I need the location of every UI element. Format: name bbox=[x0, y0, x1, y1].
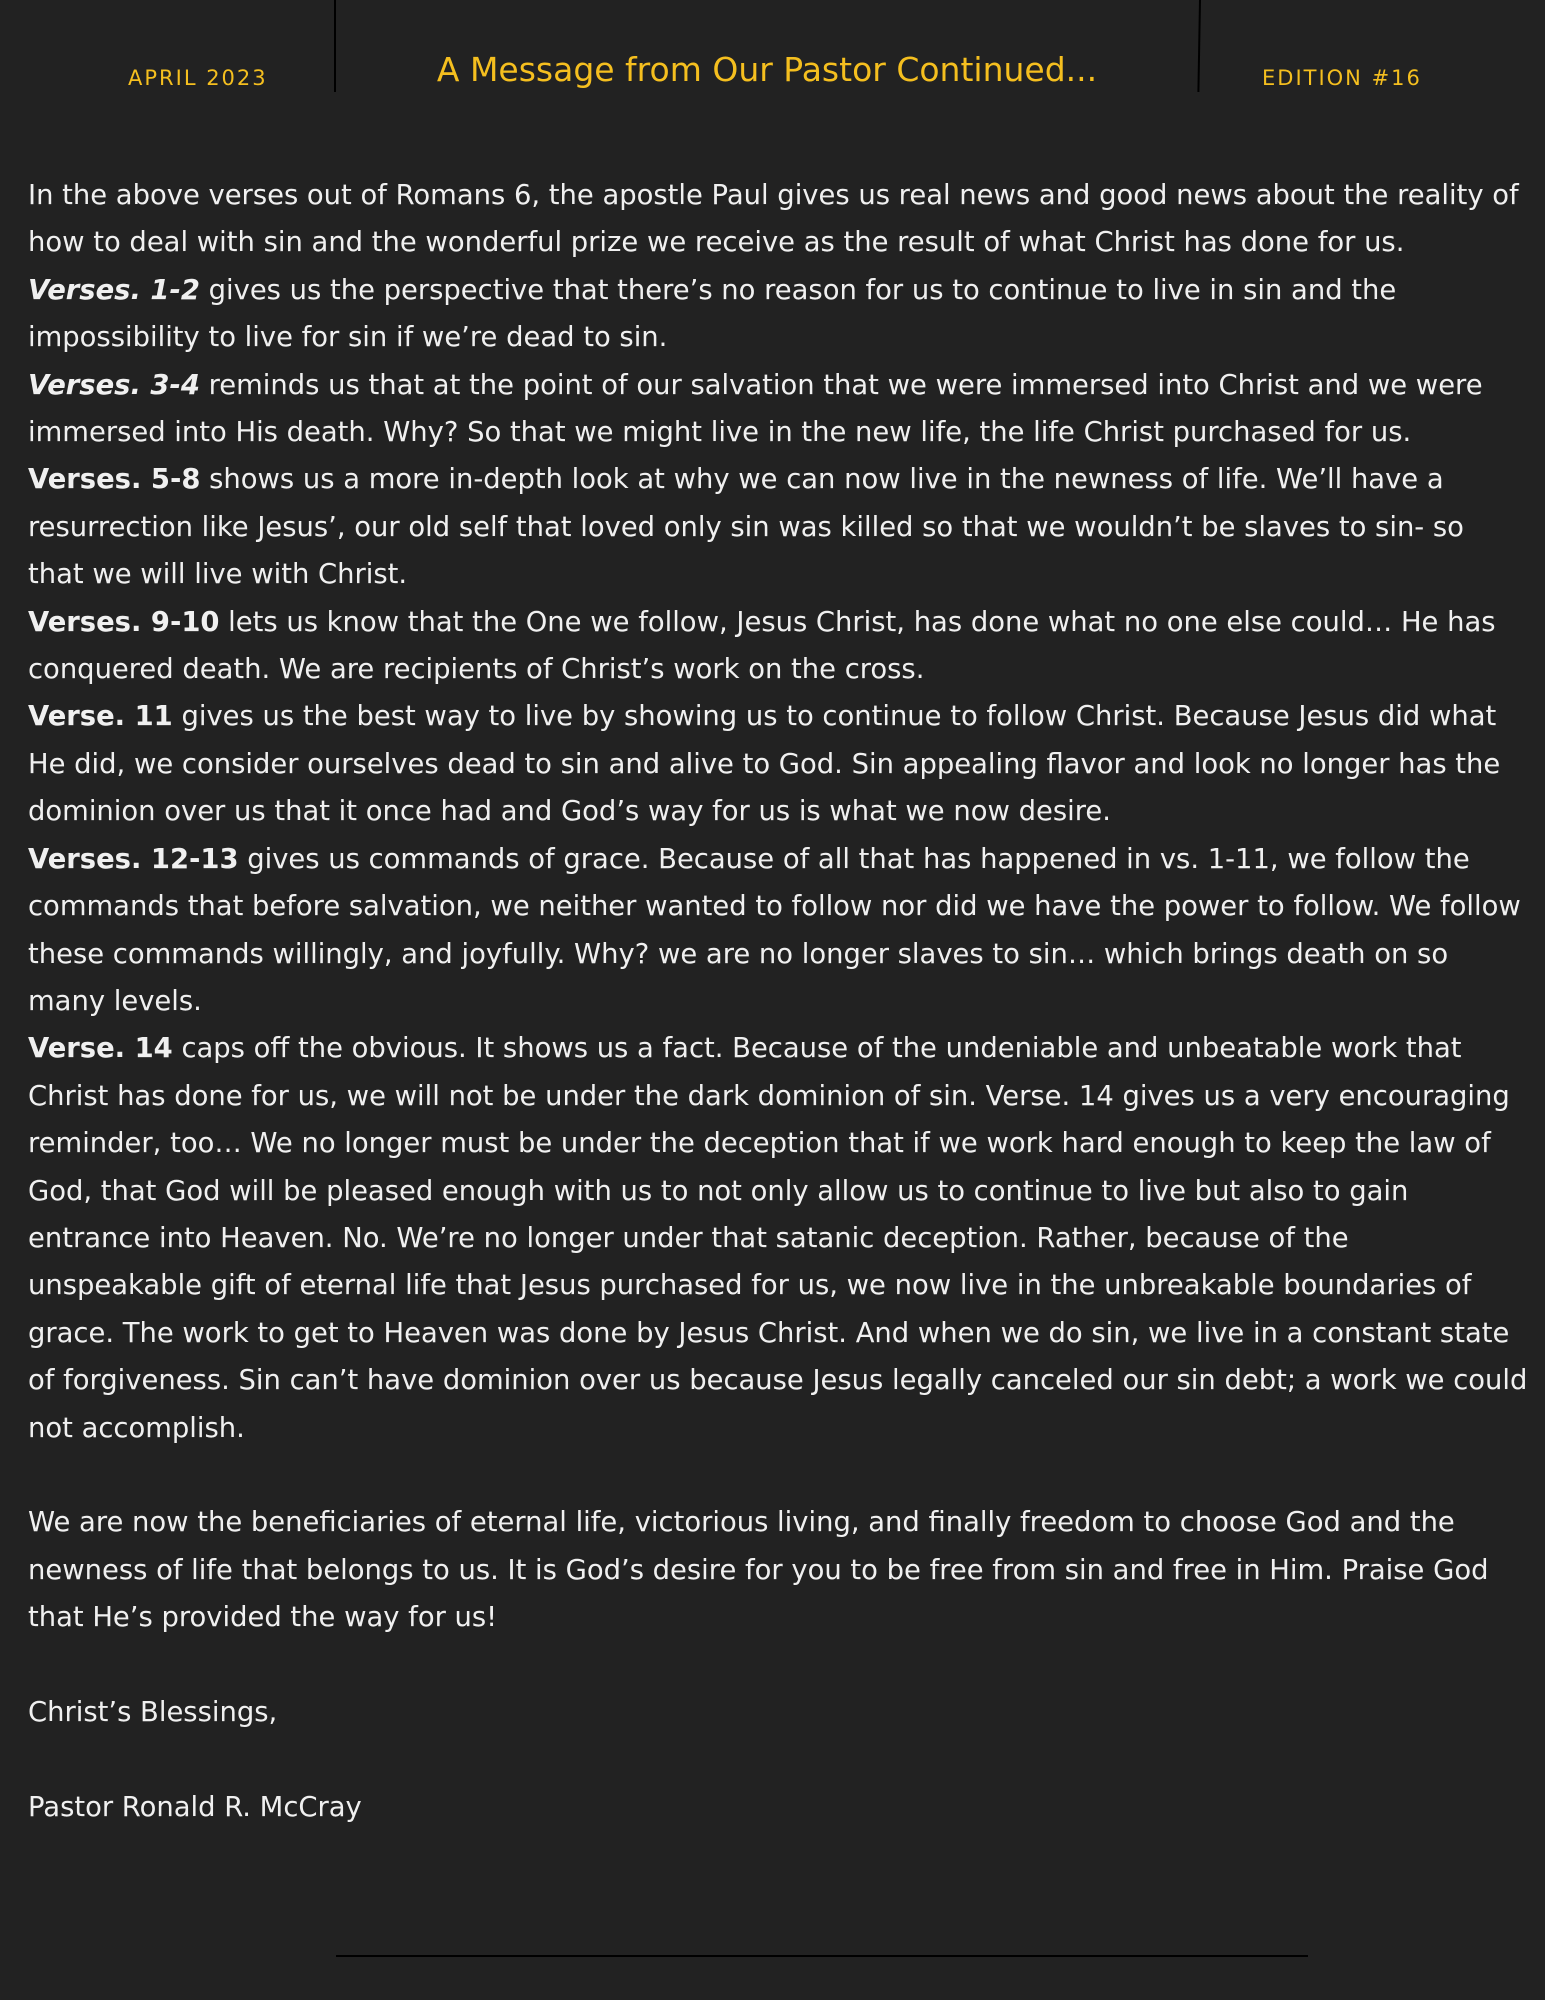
verse-reference: Verses. 12-13 bbox=[28, 843, 239, 875]
article-body bbox=[28, 172, 1528, 1831]
verse-commentary: lets us know that the One we follow, Jesus Christ, has done what no one else could… He has conquered death. We are recipients of Christ’s work on the cross. bbox=[28, 606, 1496, 686]
newsletter-header bbox=[0, 0, 1545, 110]
verse-reference: Verses. 3-4 bbox=[28, 369, 200, 401]
verse-reference: Verse. 11 bbox=[28, 701, 173, 733]
verse-reference: Verse. 14 bbox=[28, 1033, 173, 1065]
spacer bbox=[28, 1452, 1528, 1499]
verse-paragraph bbox=[28, 267, 1528, 362]
page-title: A Message from Our Pastor Continued... bbox=[436, 50, 1098, 89]
verse-reference: Verses. 9-10 bbox=[28, 606, 220, 638]
spacer bbox=[28, 1642, 1528, 1689]
verse-commentary: caps off the obvious. It shows us a fact. Because of the undeniable and unbeatable work that Christ has done for us, we will not be under the dark dominion of sin. Verse. 14 gives us a very encouraging reminder, too… We no longer must be under the deception that if we work hard enough to keep the law of God, that God will be pleased enough with us to not only allow us to continue to live but also to gain entrance into Heaven. No. We’re no longer under that satanic deception. Rather, because of the unspeakable gift of eternal life that Jesus purchased for us, we now live in the unbreakable boundaries of grace. The work to get to Heaven was done by Jesus Christ. And when we do sin, we live in a constant state of forgiveness. Sin can’t have dominion over us because Jesus legally canceled our sin debt; a work we could not accomplish. bbox=[28, 1033, 1528, 1444]
header-divider-right bbox=[1197, 0, 1201, 92]
pastor-signature: Pastor Ronald R. McCray bbox=[28, 1791, 362, 1823]
verse-reference: Verses. 1-2 bbox=[28, 274, 200, 306]
issue-date: APRIL 2023 bbox=[128, 66, 268, 90]
intro-paragraph: In the above verses out of Romans 6, the apostle Paul gives us real news and good news about the reality of how to deal with sin and the wonderful prize we receive as the result of what Christ has done for us. bbox=[28, 180, 1519, 259]
verse-commentary: reminds us that at the point of our salvation that we were immersed into Christ and we were immersed into His death. Why? So that we might live in the new life, the life Christ purchased for us. bbox=[28, 369, 1483, 449]
verse-paragraph bbox=[28, 456, 1528, 598]
verse-commentary: shows us a more in-depth look at why we can now live in the newness of life. We’ll have a resurrection like Jesus’, our old self that loved only sin was killed so that we wouldn’t be slaves to sin- so that we will live with Christ. bbox=[28, 464, 1464, 591]
verse-paragraph bbox=[28, 836, 1528, 1026]
closing-line: Christ’s Blessings, bbox=[28, 1696, 278, 1728]
verse-commentary: gives us the perspective that there’s no reason for us to continue to live in sin and the impossibility to live for sin if we’re dead to sin. bbox=[28, 274, 1397, 354]
verse-paragraph bbox=[28, 362, 1528, 457]
footer-divider bbox=[336, 1955, 1308, 1957]
verse-paragraph bbox=[28, 693, 1528, 835]
verse-commentary: gives us the best way to live by showing us to continue to follow Christ. Because Jesus did what He did, we consider ourselves dead to sin and alive to God. Sin appealing flavor and look no longer has the dominion over us that it once had and God’s way for us is what we now desire. bbox=[28, 701, 1501, 828]
edition-number: EDITION #16 bbox=[1262, 66, 1422, 90]
verse-commentary: gives us commands of grace. Because of all that has happened in vs. 1-11, we follow the commands that before salvation, we neither wanted to follow nor did we have the power to follow. We follow these commands willingly, and joyfully. Why? we are no longer slaves to sin… which brings death on so many levels. bbox=[28, 843, 1521, 1017]
spacer bbox=[28, 1736, 1528, 1783]
verse-paragraph bbox=[28, 1025, 1528, 1452]
verse-reference: Verses. 5-8 bbox=[28, 464, 201, 496]
conclusion-paragraph: We are now the beneficiaries of eternal life, victorious living, and finally freedom to choose God and the newness of life that belongs to us. It is God’s desire for you to be free from sin and free in Him. Praise God that He’s provided the way for us! bbox=[28, 1507, 1489, 1634]
verse-paragraph bbox=[28, 599, 1528, 694]
